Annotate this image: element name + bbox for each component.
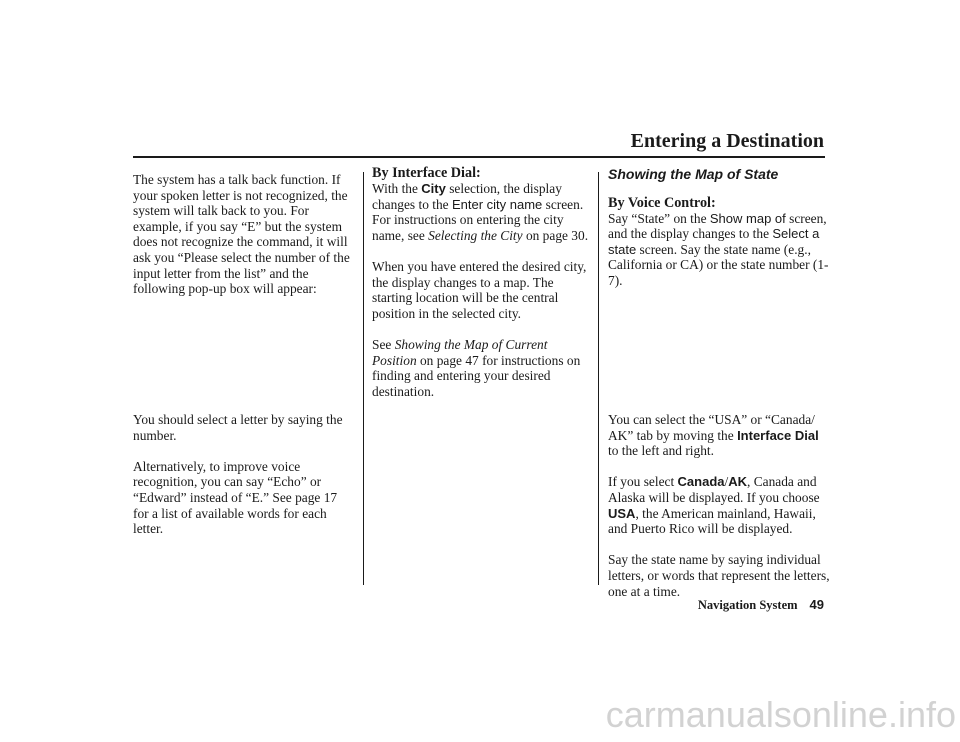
say-state-paragraph: Say “State” on the Show map of screen, and the display changes to the Select a state screen. Say the state name (e.g., California or CA) or the state number (1-7). xyxy=(608,210,829,288)
current-position-reference: Showing the Map of Current Position xyxy=(372,336,548,368)
page-number: 49 xyxy=(809,597,824,612)
column-1-upper xyxy=(133,172,353,312)
title-rule xyxy=(133,156,825,158)
usa-label: USA xyxy=(608,505,636,521)
interface-dial-heading: By Interface Dial: xyxy=(372,165,481,181)
column-3-upper xyxy=(608,165,830,304)
section-title-map-of-state: Showing the Map of State xyxy=(608,166,779,182)
enter-city-name-label: Enter city name xyxy=(451,196,543,212)
selecting-city-reference: Selecting the City xyxy=(428,227,523,243)
footer-section-name: Navigation System xyxy=(697,598,798,612)
watermark: carmanualsonline.info xyxy=(605,694,956,735)
column-1-lower xyxy=(133,412,353,552)
select-a-state-label: Select a state xyxy=(608,226,820,257)
column-divider-left xyxy=(363,172,364,585)
see-also-paragraph: See Showing the Map of Current Position on page 47 for instructions on finding and entering your desired destination. xyxy=(372,336,581,399)
alternative-words-paragraph: Alternatively, to improve voice recognition, you can say “Echo” or “Edward” instead of “E.” See page 17 for a list of available words for each letter. xyxy=(133,458,338,537)
tab-selection-paragraph: You can select the “USA” or “Canada/ AK” tab by moving the Interface Dial to the left and right. xyxy=(608,412,819,459)
city-selection-paragraph: With the City selection, the display changes to the Enter city name screen. For instructions on entering the city name, see Selecting the City on page 30. xyxy=(372,181,589,243)
interface-dial-label: Interface Dial xyxy=(737,427,819,443)
talk-back-paragraph: The system has a talk back function. If your spoken letter is not recognized, the system will talk back to you. For example, if you say “E” but the system does not recognize the command, it will ask you “Please select the number of the input letter from the list” and the following pop-up box will appear: xyxy=(133,172,350,297)
column-divider-right xyxy=(598,172,599,585)
city-label: City xyxy=(421,181,446,196)
spell-state-paragraph: Say the state name by saying individual letters, or words that represent the letters, one at a time. xyxy=(608,552,830,599)
select-letter-paragraph: You should select a letter by saying the number. xyxy=(133,412,343,443)
column-3-lower xyxy=(608,412,830,615)
voice-control-heading: By Voice Control: xyxy=(608,194,716,211)
ak-label: AK xyxy=(728,474,748,490)
column-2 xyxy=(372,165,590,415)
region-display-paragraph: If you select Canada/AK, Canada and Alaska will be displayed. If you choose USA, the American mainland, Hawaii, and Puerto Rico will be displayed. xyxy=(608,474,820,537)
show-map-of-label: Show map of xyxy=(709,210,786,226)
canada-label: Canada xyxy=(677,474,725,490)
page-title: Entering a Destination xyxy=(630,130,824,152)
page-footer xyxy=(698,597,824,613)
map-display-paragraph: When you have entered the desired city, the display changes to a map. The starting location will be the central position in the selected city. xyxy=(372,258,587,321)
